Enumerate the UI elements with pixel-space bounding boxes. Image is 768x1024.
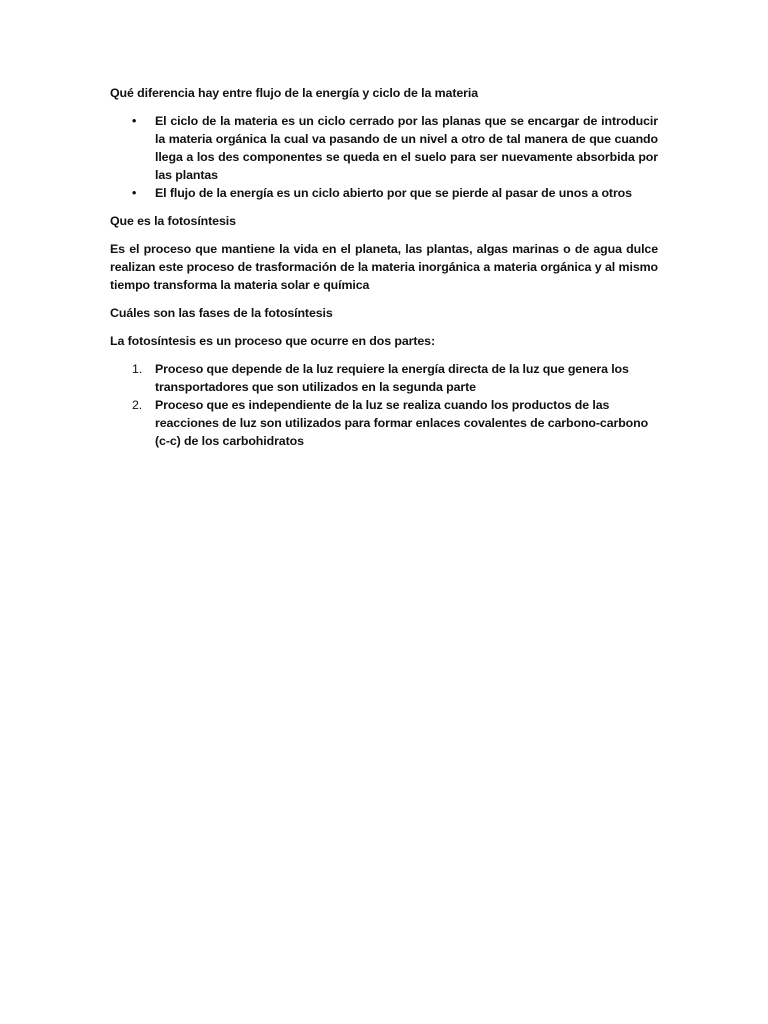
list-item-text: El ciclo de la materia es un ciclo cerrado por las planas que se encargar de introducir la materia orgánica la cual va pasando de un nivel a otro de tal manera de que cuando llega a los des componentes se queda en el suelo para ser nuevamente absorbida por las plantas	[155, 114, 658, 182]
numbered-list	[110, 360, 658, 450]
list-number: 2.	[132, 398, 143, 412]
paragraph-photosynthesis-definition: Es el proceso que mantiene la vida en el planeta, las plantas, algas marinas o de agua dulce realizan este proceso de trasformación de la materia inorgánica a materia orgánica y al mismo tiempo transforma la materia solar e química	[110, 242, 658, 292]
list-item	[110, 112, 658, 184]
list-item	[110, 184, 658, 202]
list-item	[110, 396, 658, 450]
list-item-text: El flujo de la energía es un ciclo abierto por que se pierde al pasar de unos a otros	[155, 186, 632, 200]
bullet-list	[110, 112, 658, 202]
list-number: 1.	[132, 362, 143, 376]
list-item-text: Proceso que depende de la luz requiere la energía directa de la luz que genera los transportadores que son utilizados en la segunda parte	[155, 362, 629, 394]
document-body	[110, 84, 658, 450]
bullet-icon: •	[132, 186, 137, 200]
section-heading-energy-vs-matter: Qué diferencia hay entre flujo de la energía y ciclo de la materia	[110, 86, 479, 100]
list-item	[110, 360, 658, 396]
bullet-icon: •	[132, 114, 137, 128]
list-item-text: Proceso que es independiente de la luz se realiza cuando los productos de las reacciones de luz son utilizados para formar enlaces covalentes de carbono-carbono (c-c) de los carbohidratos	[155, 398, 649, 448]
section-heading-phases: Cuáles son las fases de la fotosíntesis	[110, 306, 333, 320]
section-heading-photosynthesis: Que es la fotosíntesis	[110, 214, 236, 228]
paragraph-phases-intro: La fotosíntesis es un proceso que ocurre en dos partes:	[110, 334, 435, 348]
